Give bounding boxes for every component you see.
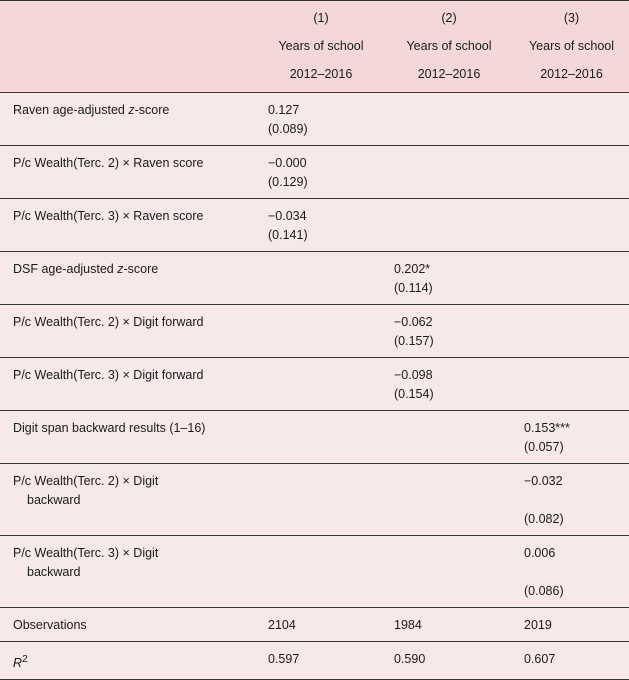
row-label: DSF age-adjusted z-score xyxy=(0,252,258,305)
table-header xyxy=(0,1,629,93)
dependent-variable: Years of school xyxy=(528,39,614,53)
row-label: Digit span backward results (1–16) xyxy=(0,411,258,464)
row-label: P/c Wealth(Terc. 2) × Digit forward xyxy=(0,305,258,358)
row-label: P/c Wealth(Terc. 3) × Raven score xyxy=(0,199,258,252)
table-row xyxy=(0,358,629,411)
row-label: P/c Wealth(Terc. 2) × Digit backward xyxy=(0,464,258,536)
r2-value: 0.590 xyxy=(384,642,514,680)
coef-cell: −0.098 (0.154) xyxy=(384,358,514,411)
dependent-variable: Years of school xyxy=(406,39,492,53)
obs-value: 1984 xyxy=(384,608,514,642)
header-col-1 xyxy=(258,1,384,93)
obs-value: 2019 xyxy=(514,608,629,642)
period: 2012–2016 xyxy=(540,67,603,81)
col-number: (2) xyxy=(441,11,457,25)
header-blank xyxy=(0,1,258,93)
table-row xyxy=(0,252,629,305)
obs-value: 2104 xyxy=(258,608,384,642)
header-col-3 xyxy=(514,1,629,93)
period: 2012–2016 xyxy=(417,67,481,81)
table-row xyxy=(0,199,629,252)
table-row xyxy=(0,536,629,608)
table-row xyxy=(0,464,629,536)
col-number: (1) xyxy=(313,11,329,25)
row-label: P/c Wealth(Terc. 3) × Digit forward xyxy=(0,358,258,411)
table-row xyxy=(0,93,629,146)
row-label: P/c Wealth(Terc. 3) × Digit backward xyxy=(0,536,258,608)
observations-row xyxy=(0,608,629,642)
r2-value: 0.597 xyxy=(258,642,384,680)
row-label: Raven age-adjusted z-score xyxy=(0,93,258,146)
row-label: Observations xyxy=(0,608,258,642)
table-row xyxy=(0,305,629,358)
coef-cell: 0.153*** (0.057) xyxy=(514,411,629,464)
table-row xyxy=(0,411,629,464)
row-label: P/c Wealth(Terc. 2) × Raven score xyxy=(0,146,258,199)
coef-cell: −0.034 (0.141) xyxy=(258,199,384,252)
table-row xyxy=(0,146,629,199)
period: 2012–2016 xyxy=(289,67,353,81)
coef-cell: 0.127 (0.089) xyxy=(258,93,384,146)
header-col-2 xyxy=(384,1,514,93)
coef-cell: −0.062 (0.157) xyxy=(384,305,514,358)
coef-cell: 0.006 (0.086) xyxy=(514,536,629,608)
coef-cell: −0.032 (0.082) xyxy=(514,464,629,536)
dependent-variable: Years of school xyxy=(278,39,364,53)
coef-cell: −0.000 (0.129) xyxy=(258,146,384,199)
coef-cell: 0.202* (0.114) xyxy=(384,252,514,305)
r-squared-row xyxy=(0,642,629,680)
row-label: $R^2$ xyxy=(0,642,258,680)
r2-value: 0.607 xyxy=(514,642,629,680)
col-number: (3) xyxy=(563,11,580,25)
